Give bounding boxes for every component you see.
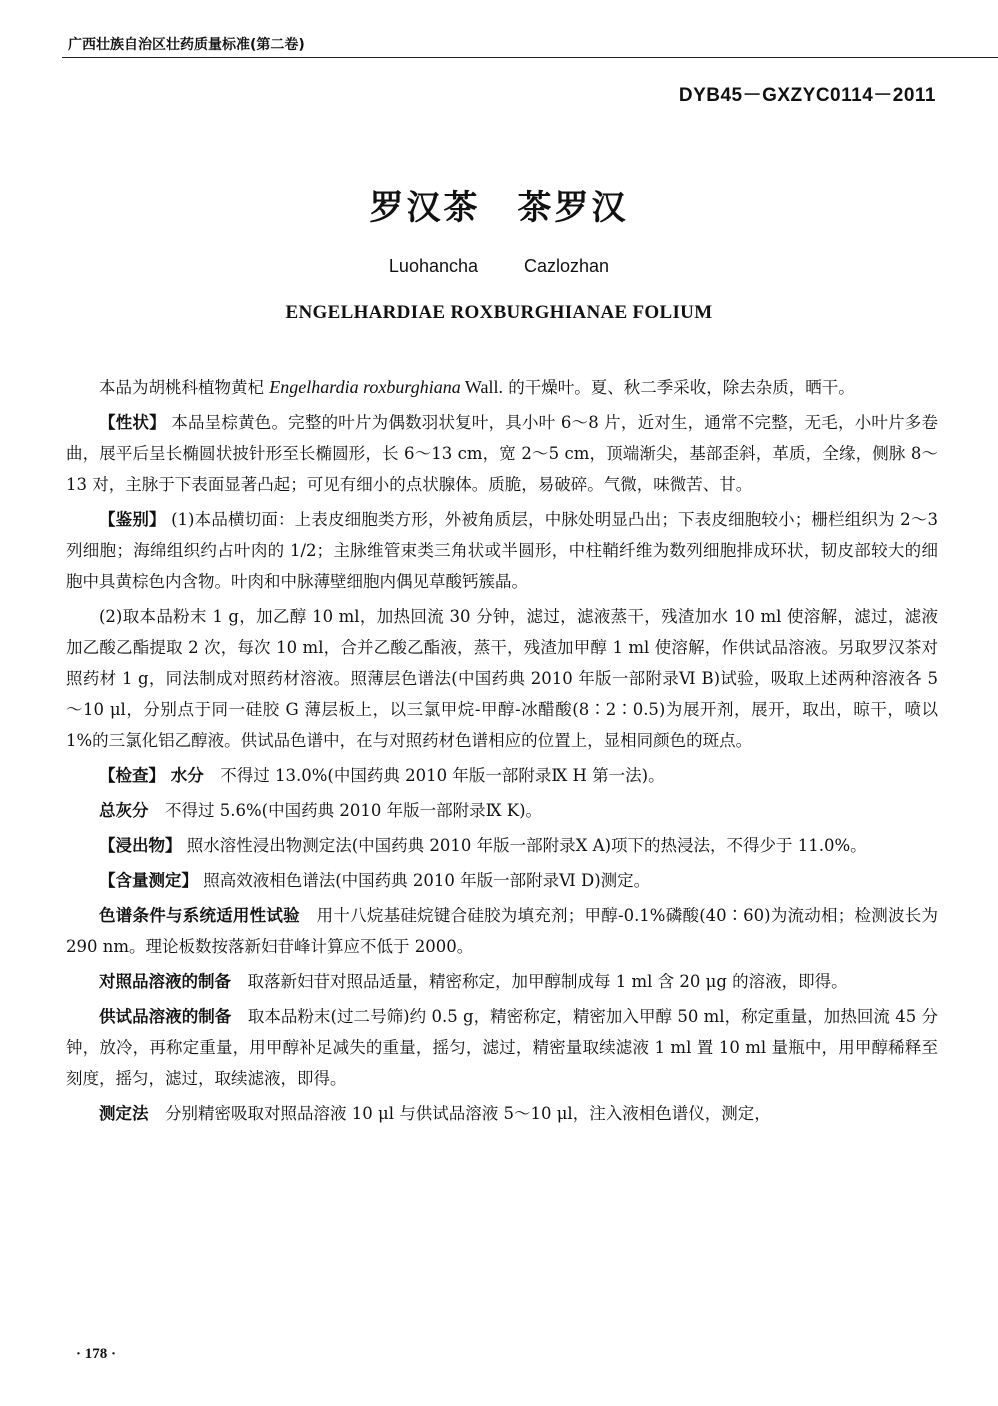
paragraph-identification-1	[66, 504, 938, 597]
subsection-label-test-solution: 供试品溶液的制备	[99, 1007, 232, 1026]
section-label-assay: 【含量测定】	[99, 871, 198, 890]
section-label-characters: 【性状】	[99, 413, 166, 432]
standard-code: DYB45－GXZYC0114－2011	[678, 85, 936, 106]
section-label-extractives: 【浸出物】	[99, 836, 182, 855]
title-chinese: 罗汉茶 茶罗汉	[369, 188, 629, 228]
running-header: 广西壮族自治区壮药质量标准(第二卷)	[68, 37, 305, 53]
paragraph-test-solution	[66, 1001, 938, 1094]
paragraph-chromatographic-conditions	[66, 900, 938, 962]
reference-solution-text: 取落新妇苷对照品适量，精密称定，加甲醇制成每 1 ml 含 20 μg 的溶液，即得。	[231, 972, 848, 991]
subsection-label-total-ash: 总灰分	[99, 801, 149, 820]
test-solution-text: 取本品粉末(过二号筛)约 0.5 g，精密称定，精密加入甲醇 50 ml，称定重量，加热回流 45 分钟，放冷，再称定重量，用甲醇补足减失的重量，摇匀，滤过，精密量取续滤液 1 ml 置 10 ml 量瓶中，用甲醇稀释至刻度，摇匀，滤过，取续滤液，即得。	[66, 1007, 939, 1088]
chromatographic-conditions-text: 用十八烷基硅烷键合硅胶为填充剂；甲醇-0.1%磷酸(40∶60)为流动相；检测波长为 290 nm。理论板数按落新妇苷峰计算应不低于 2000。	[66, 906, 938, 956]
monograph-body	[66, 372, 938, 1133]
paragraph-characters	[66, 407, 938, 500]
subsection-label-procedure: 测定法	[99, 1104, 149, 1123]
moisture-text: 不得过 13.0%(中国药典 2010 年版一部附录Ⅸ H 第一法)。	[203, 766, 665, 785]
subsection-label-reference-solution: 对照品溶液的制备	[99, 972, 231, 991]
title-latin: ENGELHARDIAE ROXBURGHIANAE FOLIUM	[285, 302, 713, 323]
paragraph-identification-2	[66, 601, 938, 756]
species-author: Wall.	[460, 377, 503, 397]
paragraph-assay	[66, 865, 938, 896]
source-text-2: 的干燥叶。夏、秋二季采收，除去杂质，晒干。	[502, 378, 855, 397]
title-pinyin-zhuang-name: Cazlozhan	[524, 256, 610, 276]
section-label-inspection: 【检查】	[99, 766, 165, 785]
source-text-1: 本品为胡桃科植物黄杞	[99, 378, 270, 397]
assay-text: 照高效液相色谱法(中国药典 2010 年版一部附录Ⅵ D)测定。	[198, 871, 651, 890]
paragraph-total-ash	[66, 795, 938, 826]
total-ash-text: 不得过 5.6%(中国药典 2010 年版一部附录Ⅸ K)。	[148, 801, 543, 820]
title-pinyin	[0, 256, 998, 277]
paragraph-reference-solution	[66, 966, 938, 997]
extractives-text: 照水溶性浸出物测定法(中国药典 2010 年版一部附录Ⅹ A)项下的热浸法，不得少于 11.0%。	[181, 836, 867, 855]
characters-text: 本品呈棕黄色。完整的叶片为偶数羽状复叶，具小叶 6～8 片，近对生，通常不完整，无毛，小叶片多卷曲，展平后呈长椭圆状披针形至长椭圆形，长 6～13 cm，宽 2～5 cm，顶端渐尖，基部歪斜，革质，全缘，侧脉 8～13 对，主脉于下表面显著凸起；可见有细小的点状腺体。质脆，易破碎。气微，味微苦、甘。	[66, 413, 939, 494]
identification-text-2: (2)取本品粉末 1 g，加乙醇 10 ml，加热回流 30 分钟，滤过，滤液蒸干，残渣加水 10 ml 使溶解，滤过，滤液加乙酸乙酯提取 2 次，每次 10 ml，合并乙酸乙酯液，蒸干，残渣加甲醇 1 ml 使溶解，作供试品溶液。另取罗汉茶对照药材 1 g，同法制成对照药材溶液。照薄层色谱法(中国药典 2010 年版一部附录Ⅵ B)试验，吸取上述两种溶液各 5～10 μl，分别点于同一硅胶 G 薄层板上，以三氯甲烷-甲醇-冰醋酸(8∶2∶0.5)为展开剂，展开，取出，晾干，喷以 1%的三氯化铝乙醇液。供试品色谱中，在与对照药材色谱相应的位置上，显相同颜色的斑点。	[66, 607, 938, 750]
paragraph-inspection-moisture	[66, 760, 938, 791]
title-pinyin-chinese-name: Luohancha	[388, 256, 479, 276]
paragraph-source	[66, 372, 938, 403]
species-latin-name: Engelhardia roxburghiana	[269, 377, 461, 397]
page-number: · 178 ·	[76, 1346, 117, 1362]
subsection-label-moisture: 水分	[165, 766, 204, 785]
procedure-text: 分别精密吸取对照品溶液 10 μl 与供试品溶液 5～10 μl，注入液相色谱仪，测定，	[148, 1104, 771, 1123]
identification-text-1: (1)本品横切面：上表皮细胞类方形，外被角质层，中脉处明显凸出；下表皮细胞较小；栅栏组织为 2～3 列细胞；海绵组织约占叶肉的 1/2；主脉维管束类三角状或半圆形，中柱鞘纤维为数列细胞排成环状，韧皮部较大的细胞中具黄棕色内含物。叶肉和中脉薄壁细胞内偶见草酸钙簇晶。	[66, 510, 939, 591]
paragraph-procedure	[66, 1098, 938, 1129]
header-rule	[62, 57, 998, 58]
section-label-identification: 【鉴别】	[99, 510, 166, 529]
paragraph-extractives	[66, 830, 938, 861]
subsection-label-chromatographic-conditions: 色谱条件与系统适用性试验	[99, 906, 300, 925]
